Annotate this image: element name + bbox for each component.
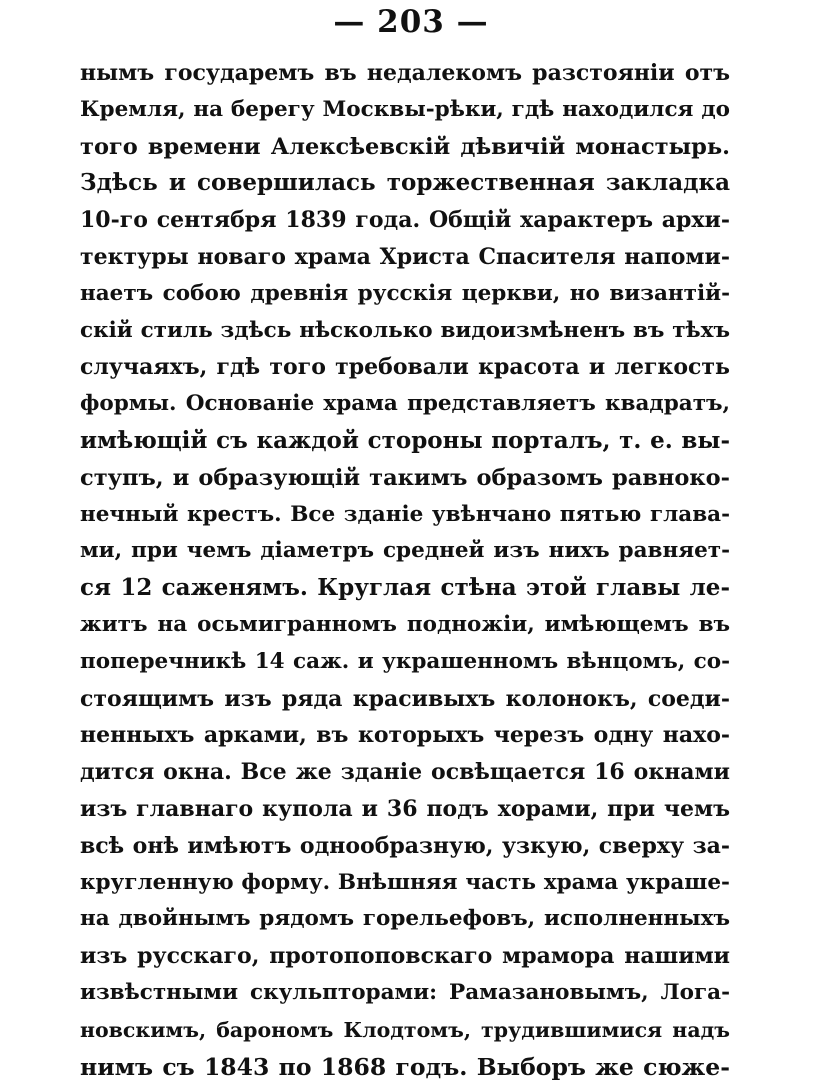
text-line: поперечникѣ 14 саж. и украшенномъ вѣнцомъ, со- — [80, 648, 730, 674]
text-line: нечный крестъ. Все зданiе увѣнчано пятью глава- — [80, 501, 730, 527]
text-line: Здѣсь и совершилась торжественная закладка — [80, 169, 730, 197]
text-line: кругленную форму. Внѣшняя часть храма украше- — [80, 869, 730, 895]
page-number: — 203 — — [333, 4, 489, 40]
text-line: житъ на осьмигранномъ подножiи, имѣющемъ въ — [80, 611, 730, 637]
text-line: дится окна. Все же зданiе освѣщается 16 окнами — [80, 759, 730, 786]
text-line: имѣющiй съ каждой стороны порталъ, т. е. вы- — [80, 426, 730, 454]
text-line: нимъ съ 1843 по 1868 годъ. Выборъ же сюже- — [80, 1052, 730, 1081]
text-line: нымъ государемъ въ недалекомъ разстоянiи отъ — [80, 60, 730, 86]
text-line: изъ русскаго, протопоповскаго мрамора нашими — [80, 943, 730, 970]
text-line: ступъ, и образующiй такимъ образомъ равноко- — [80, 464, 730, 491]
text-line: 10-го сентября 1839 года. Общiй характеръ архи- — [80, 207, 730, 234]
text-line: изъ главнаго купола и 36 подъ хорами, при чемъ — [80, 795, 730, 822]
text-line: на двойнымъ рядомъ горельефовъ, исполненныхъ — [80, 906, 730, 932]
text-line: Кремля, на берегу Москвы-рѣки, гдѣ находился до — [80, 96, 730, 122]
text-line: всѣ онѣ имѣютъ однообразную, узкую, сверху за- — [80, 832, 730, 859]
text-line: ся 12 саженямъ. Круглая стѣна этой главы ле- — [80, 574, 730, 602]
text-line: наетъ собою древнiя русскiя церкви, но византiй- — [80, 280, 730, 306]
text-line: того времени Алексѣевскiй дѣвичiй монастырь. — [80, 133, 730, 160]
body-text — [80, 55, 730, 1085]
text-line: формы. Основанiе храма представляетъ квадратъ, — [80, 391, 730, 417]
text-line: стоящимъ изъ ряда красивыхъ колонокъ, соеди- — [80, 685, 730, 712]
text-line: случаяхъ, гдѣ того требовали красота и легкость — [80, 354, 730, 381]
text-line: ненныхъ арками, въ которыхъ черезъ одну нахо- — [80, 722, 730, 749]
text-line: тектуры новаго храма Христа Спасителя напоми- — [80, 243, 730, 270]
text-line: новскимъ, барономъ Клодтомъ, трудившимися надъ — [80, 1017, 730, 1042]
text-line: извѣстными скульпторами: Рамазановымъ, Лога- — [80, 979, 730, 1005]
text-line: ми, при чемъ дiаметръ средней изъ нихъ равняет- — [80, 538, 730, 564]
text-line: скiй стиль здѣсь нѣсколько видоизмѣненъ въ тѣхъ — [80, 317, 730, 343]
